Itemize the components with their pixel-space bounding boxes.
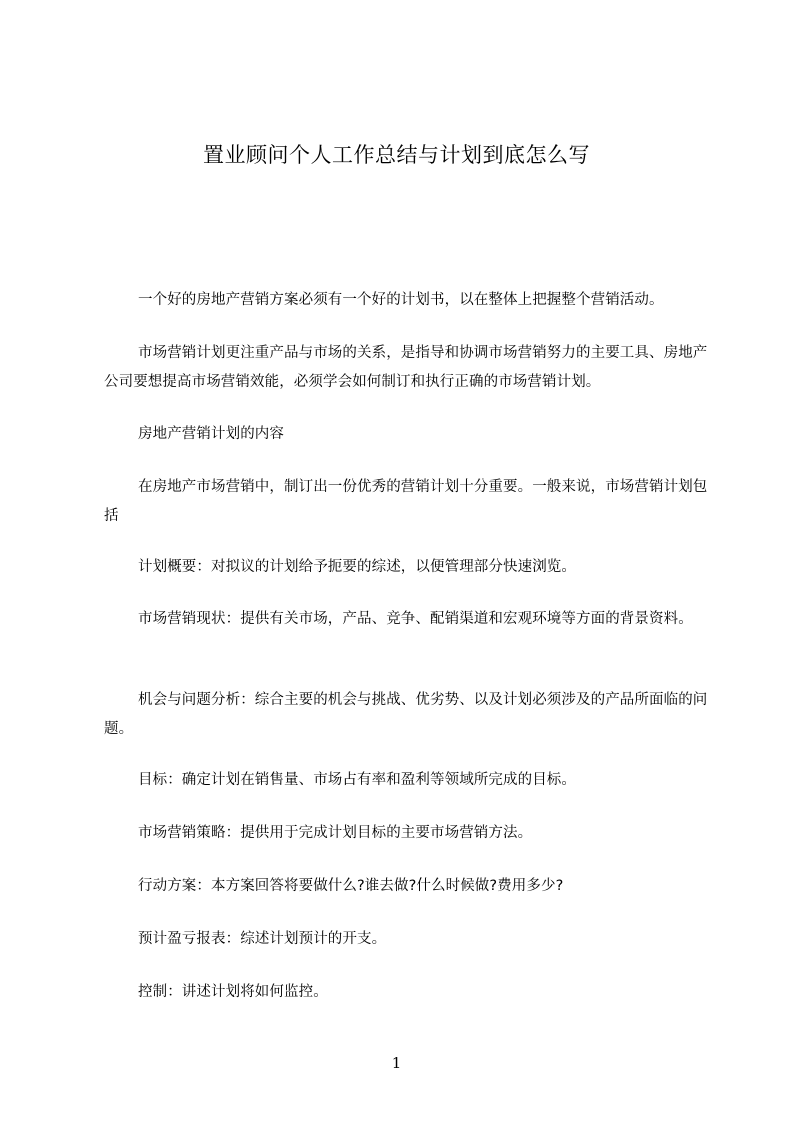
paragraph-market-status: 市场营销现状：提供有关市场，产品、竞争、配销渠道和宏观环境等方面的背景资料。 bbox=[138, 611, 693, 627]
paragraph-heading-content: 房地产营销计划的内容 bbox=[138, 426, 284, 442]
paragraph-plan-summary: 计划概要：对拟议的计划给予扼要的综述，以便管理部分快速浏览。 bbox=[138, 559, 576, 575]
paragraph-marketing-plan: 市场营销计划更注重产品与市场的关系，是指导和协调市场营销努力的主要工具、房地产公司要想提高市场营销效能，必须学会如何制订和执行正确的市场营销计划。 bbox=[104, 345, 708, 390]
paragraph-action-plan: 行动方案：本方案回答将要做什么?谁去做?什么时候做?费用多少? bbox=[138, 878, 564, 894]
paragraph-marketing-strategy: 市场营销策略：提供用于完成计划目标的主要市场营销方法。 bbox=[138, 825, 533, 841]
paragraph-intro: 一个好的房地产营销方案必须有一个好的计划书，以在整体上把握整个营销活动。 bbox=[138, 292, 664, 308]
document-title: 置业顾问个人工作总结与计划到底怎么写 bbox=[203, 143, 590, 167]
page-number: 1 bbox=[391, 1054, 402, 1072]
paragraph-plan-includes: 在房地产市场营销中，制订出一份优秀的营销计划十分重要。一般来说，市场营销计划包括 bbox=[104, 479, 708, 524]
paragraph-profit-loss: 预计盈亏报表：综述计划预计的开支。 bbox=[138, 931, 387, 947]
paragraph-opportunity-analysis: 机会与问题分析：综合主要的机会与挑战、优劣势、以及计划必须涉及的产品所面临的问题。 bbox=[104, 692, 708, 737]
paragraph-control: 控制：讲述计划将如何监控。 bbox=[138, 984, 328, 1000]
paragraph-goals: 目标：确定计划在销售量、市场占有率和盈利等领域所完成的目标。 bbox=[138, 772, 576, 788]
